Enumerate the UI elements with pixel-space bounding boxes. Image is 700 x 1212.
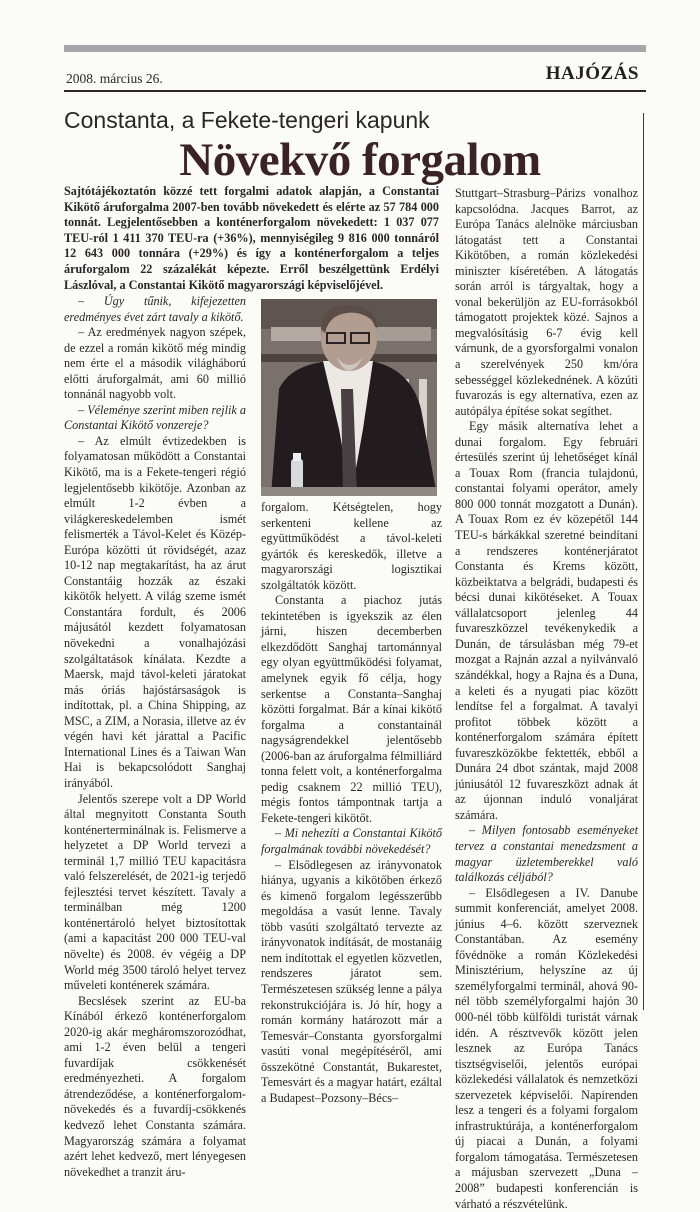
interview-question: – Véleménye szerint miben rejlik a Constantai Kikötő vonzereje? (64, 402, 246, 433)
article-column-1 (64, 294, 246, 1180)
issue-date: 2008. március 26. (66, 71, 163, 86)
article-headline: Növekvő forgalom (179, 134, 541, 186)
interview-question: – Úgy tűnik, kifejezetten eredményes évet zárt tavaly a kikötő. (64, 294, 246, 324)
article-lead: Sajtótájékoztatón közzé tett forgalmi adatok alapján, a Constantai Kikötő áruforgalma 2007-ben tovább növekedett és elérte az 57 784 000 tonnát. Legjelentősebben a konténerforgalom növekedett: 1 037 077 TEU-ról 1 411 370 TEU-ra (+36%), mennyiségileg 9 816 000 tonnáról 12 643 000 tonnára (+29%) és így a konténerforgalom a teljes áruforgalom 22 százalékát képezte. Erről beszélgettünk Erdélyi Lászlóval, a Constantai Kikötő magyarországi képviselőjével. (64, 184, 439, 292)
right-column-rule (643, 113, 644, 1010)
section-title: HAJÓZÁS (545, 63, 639, 84)
paragraph-continued: forgalom. Kétségtelen, hogy serkenteni kellene az együttműködést a távol-keleti gyártók és kereskedők, illetve a magyarországi logisztikai szolgáltatók között. (261, 500, 442, 592)
paragraph: Constanta a piachoz jutás tekintetében is igyekszik az élen járni, hiszen decemberben elkezdődött Sanghaj tartománnyal egy olyan együttműködési folyamat, amelynek egyik fő célja, hogy serkentse a Constanta–Sanghaj közötti forgalmat. Bár a kínai kikötő forgalma a constantainál nagyságrendekkel jelentősebb (2006-ban az áruforgalma félmilliárd tonna felett volt, a konténerforgalma pedig csaknem 22 millió TEU), mégis fontos támpontnak tartja a Fekete-tengeri kikötőt. (261, 593, 442, 825)
interview-answer: – Elsődlegesen az irányvonatok hiánya, ugyanis a kikötőben érkező és kimenő forgalom legésszerűbb megoldása a vasút lenne. Tavaly több vasúti szolgáltató tervezte az irányvonatok indítását, de mostanáig nem indítottak el egyetlen közvetlen, rendszeres járatot sem. Természetesen szükség lenne a pálya rekonstrukciójára is. Jó hír, hogy a román kormány határozott már a Temesvár–Constanta gyorsforgalmi vasúti vonal megépítéséről, ami összekötné Constantát, Bukarestet, Temesvárt és a magyar határt, ezáltal a Budapest–Pozsony–Bécs– (261, 857, 442, 1105)
interview-answer: – Az eredmények nagyon szépek, de ezzel a román kikötő még mindig nem érte el a második világháború előtti áruforgalmát, ami 60 millió tonnánál nagyobb volt. (64, 325, 246, 402)
paragraph-continued: Stuttgart–Strasburg–Párizs vonalhoz kapcsolódna. Jacques Barrot, az Európa Tanács alelnöke márciusban látogatást tett a Constantai Kikötőben, a román közlekedési miniszter kíséretében. A látogatás során arról is tárgyaltak, hogy a vonal bekerüljön az EU-forrásokból támogatott projektek közé. Sajnos a megvalósításig 6-7 évig kell várnunk, de a gyorsforgalmi vonalon a szerelvények 250 km/óra sebességgel közlekednének. A közúti fuvarozás is egy alternatíva, ezen az autópálya építése sokat segíthet. (455, 186, 638, 418)
interview-answer: – Az elmúlt évtizedekben is folyamatosan működött a Constantai Kikötő, ma is a Fekete-tengeri régió legjelentősebb kikötője. Azonban az elmúlt 1-2 évben a világkereskedelemben ismét felismerték a Távol-Kelet és Közép-Európa közötti út rövidségét, azaz 10-12 nap megtakarítást, ha az árut Constantáig hozzák az északi kikötők helyett. A világ szeme ismét Constantára fordult, és 2006 májusától kezdett folyamatosan növekedni a vonalhajózási szolgáltatások kínálata. Kezdte a Maersk, majd távol-keleti járatokat más óriás hajóstársaságok is indítottak, pl. a China Shipping, az MSC, a ZIM, a Norasia, illetve az év végén havi két járattal a Pacific International Lines és a Taiwan Wan Hai is bekapcsolódott Sanghaj irányából. (64, 433, 246, 790)
interview-question: – Mi nehezíti a Constantai Kikötő forgalmának további növekedését? (261, 826, 442, 857)
paragraph: Jelentős szerepe volt a DP World által megnyitott Constanta South konténerterminálnak is. Felismerve a helyzetet a DP World tervezi a terminál 1,7 millió TEU kapacitásra való felszerelését, de 2021-ig terjedő fejlesztési tervet készített. Tavaly a terminálban még 1200 konténertároló helyet biztosítottak (ami a kapacitást 200 000 TEU-val növelte) és 2008. év végéig a DP World még 3500 tároló helyet tervez műveleti konténerek számára. (64, 791, 246, 993)
paragraph: Becslések szerint az EU-ba Kínából érkező konténerforgalom 2020-ig akár megháromszorozódhat, ami 1-2 éven belül a tengeri fuvardíjak csökkenését eredményezheti. A forgalom átrendeződése, a konténerforgalom-növekedés és a fuvardíj-csökkenés kedvező lehet Constanta számára. Magyarország számára a folyamat azért lehet kedvező, mert lényegesen növekedhet a tranzit áru- (64, 993, 246, 1179)
interview-question: – Milyen fontosabb eseményeket tervez a constantai menedzsment a magyar üzletemberekkel való találkozás céljából? (455, 823, 638, 885)
article-column-3 (455, 186, 638, 1212)
interviewee-photo (261, 299, 437, 496)
header-rule (64, 90, 646, 92)
person-photo-icon (261, 299, 437, 496)
interview-answer: – Elsődlegesen a IV. Danube summit konferenciát, amelyet 2008. június 4–6. között szerveznek Constantában. Az esemény fővédnöke a román Közlekedési Minisztérium, helyszíne az új személyforgalmi terminál, ahová 90-nél több személyforgalmi hajón 30 000-nél több külföldi turistát várnak idén. A résztvevők között jelen lesznek az Európa Tanács tisztségviselői, jelentős európai közlekedési vállalatok és nemzetközi szervezetek képviselői. Napirenden lesz a tengeri és a folyami forgalom infrastruktúrája, a konténerforgalom új piacai a Dunán, a folyami forgalom támogatása. Természetesen a májusban szervezett „Duna – 2008” budapesti konferencián is várható a részvételünk. (455, 885, 638, 1211)
header-gray-bar (64, 45, 646, 52)
article-column-2 (261, 500, 442, 1106)
paragraph: Egy másik alternatíva lehet a dunai forgalom. Egy februári értesülés szerint új lehetőséget kínál a Touax Rom (francia tulajdonú, constantai folyami operátor, amely 800 000 tonnát mozgatott a Dunán). A Touax Rom ez év közepétől 144 TEU-s bárkákkal szeretné beindítani a rendszeres konténerjáratot Constanta és Krems között, közbeiktatva a belgrádi, budapesti és bécsi dunai kikötéseket. A Touax vállalatcsoport jelenleg 44 fuvareszközzel tevékenykedik a Dunán, de társulásban még 79-et mozgat a Rajnán azzal a nyilvánvaló szándékkal, hogy a Rajna és a Duna, a keleti és a nyugati piac között lendítse fel a forgalmat. A tavalyi profitot többek között a konténerforgalom számára épített fuvareszközökbe fektették, ebből a Dunára 24 dbot szántak, majd 2008 júniusától 12 fuvareszközt adnak át az újonnan induló vonaljárat számára. (455, 419, 638, 822)
article-kicker: Constanta, a Fekete-tengeri kapunk (64, 107, 430, 133)
